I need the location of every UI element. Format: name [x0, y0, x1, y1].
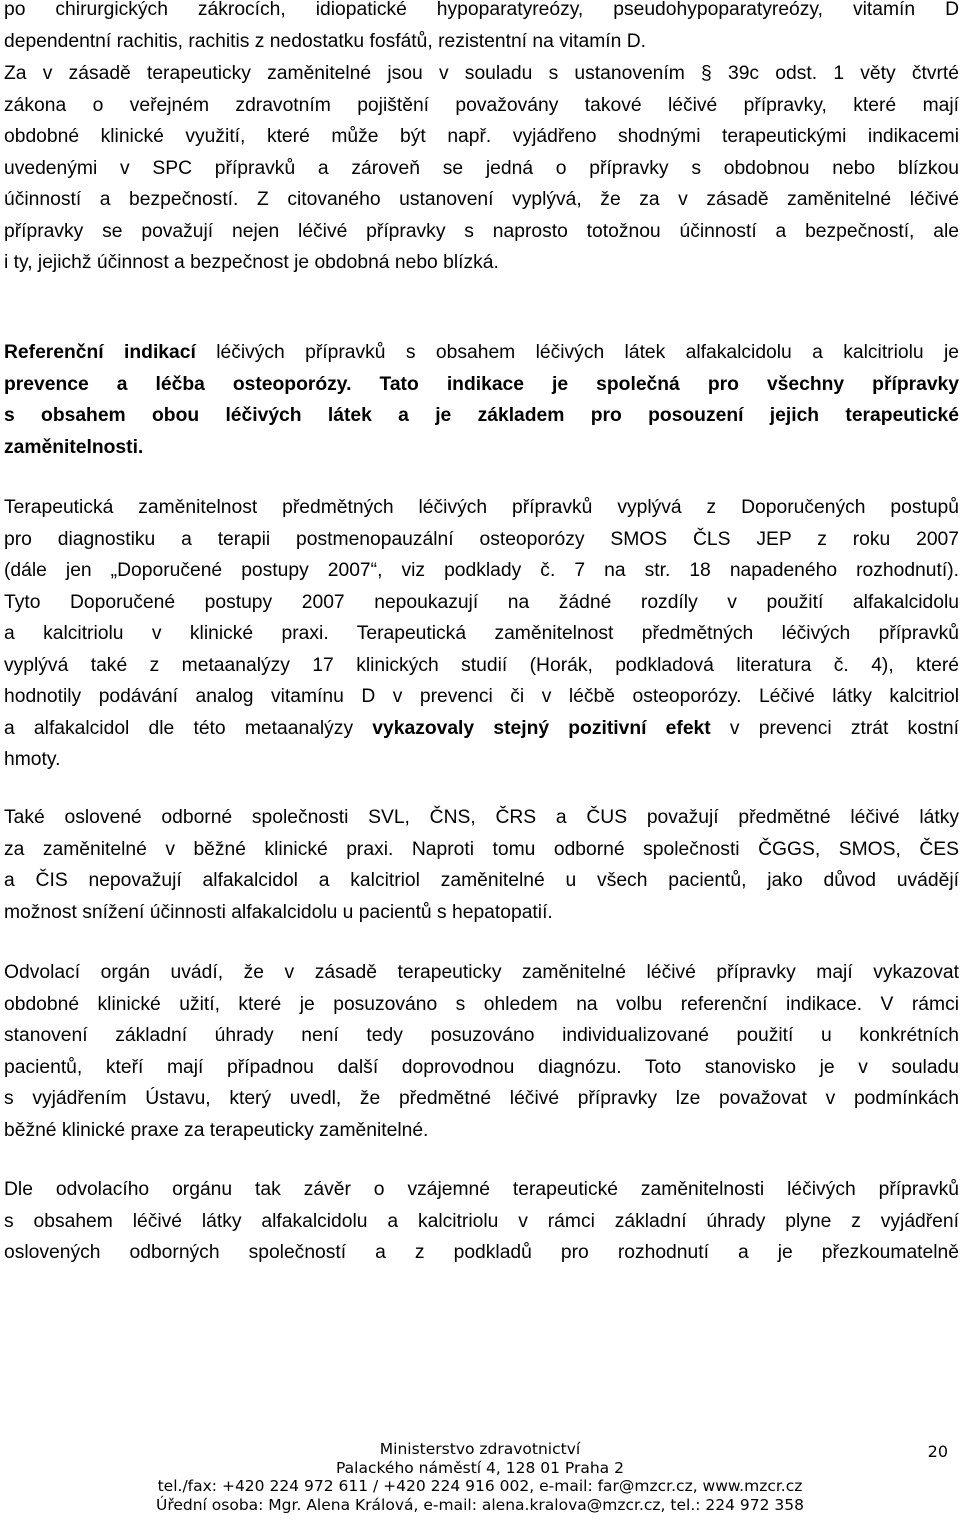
- text-line: Referenční indikací léčivých přípravků s obsahem léčivých látek alfakalcidolu a kalcitriolu je: [4, 342, 959, 363]
- text-line: Za v zásadě terapeuticky zaměnitelné jsou v souladu s ustanovením § 39c odst. 1 věty čtvrté: [4, 63, 959, 84]
- paragraph-indications-continued: [4, 0, 959, 57]
- text-line: s vyjádřením Ústavu, který uvedl, že předmětné léčivé přípravky lze považovat v podmínkách: [4, 1088, 959, 1109]
- paragraph-appellate-body: [4, 957, 959, 1146]
- paragraph-conclusion: [4, 1174, 959, 1269]
- paragraph-therapeutic-interchangeability: [4, 492, 959, 776]
- text-line: přípravky se považují nejen léčivé přípravky s naprosto totožnou účinností a bezpečností, ale: [4, 220, 959, 242]
- text-line: možnost snížení účinnosti alfakalcidolu u pacientů s hepatopatií.: [4, 901, 553, 923]
- footer-contact: tel./fax: +420 224 972 611 / +420 224 916 002, e-mail: far@mzcr.cz, www.mzcr.cz: [157, 1477, 803, 1495]
- text-line: hodnotily podávání analog vitamínu D v prevenci či v léčbě osteoporózy. Léčivé látky kalcitriol: [4, 686, 959, 707]
- text-line: zaměnitelnosti.: [4, 436, 144, 458]
- text-line: hmoty.: [4, 749, 61, 770]
- page-footer: [0, 1440, 960, 1514]
- text-line: Tyto Doporučené postupy 2007 nepoukazují na žádné rozdíly v použití alfakalcidolu: [4, 591, 959, 613]
- text-line: a ČIS nepovažují alfakalcidol a kalcitriol zaměnitelné u všech pacientů, jako důvod uvádějí: [4, 870, 959, 891]
- paragraph-reference-indication: [4, 337, 959, 463]
- text-line: s obsahem léčivé látky alfakalcidolu a kalcitriolu v rámci základní úhrady plyne z vyjádření: [4, 1210, 959, 1232]
- footer-address: Palackého náměstí 4, 128 01 Praha 2: [336, 1458, 624, 1477]
- text-line: pacientů, kteří mají případnou další doprovodnou diagnózu. Toto stanovisko je v souladu: [4, 1056, 959, 1078]
- text-line: vyplývá také z metaanalýzy 17 klinických studií (Horák, podkladová literatura č. 4), které: [4, 654, 959, 676]
- text-line: po chirurgických zákrocích, idiopatické hypoparatyreózy, pseudohypoparatyreózy, vitamín D: [4, 0, 959, 20]
- text-line: i ty, jejichž účinnost a bezpečnost je obdobná nebo blízká.: [4, 252, 499, 273]
- text-line: Odvolací orgán uvádí, že v zásadě terapeuticky zaměnitelné léčivé přípravky mají vykazovat: [4, 962, 959, 983]
- text-line: Terapeutická zaměnitelnost předmětných léčivých přípravků vyplývá z Doporučených postupů: [4, 497, 959, 518]
- text-line: obdobné klinické využití, které může být např. vyjádřeno shodnými terapeutickými indikacemi: [4, 126, 959, 147]
- text-line: dependentní rachitis, rachitis z nedostatku fosfátů, rezistentní na vitamín D.: [4, 30, 646, 52]
- text-line: Také oslovené odborné společnosti SVL, ČNS, ČRS a ČUS považují předmětné léčivé látky: [4, 807, 959, 828]
- text-line: a kalcitriolu v klinické praxi. Terapeutická zaměnitelnost předmětných léčivých přípravků: [4, 623, 959, 644]
- footer-official: Úřední osoba: Mgr. Alena Králová, e-mail: alena.kralova@mzcr.cz, tel.: 224 972 358: [155, 1495, 805, 1514]
- text-line: prevence a léčba osteoporózy. Tato indikace je společná pro všechny přípravky: [4, 373, 959, 395]
- text-line: pro diagnostiku a terapii postmenopauzální osteoporózy SMOS ČLS JEP z roku 2007: [4, 528, 959, 550]
- text-line: stanovení základní úhrady není tedy posuzováno individualizované použití u konkrétních: [4, 1025, 959, 1046]
- text-line: zákona o veřejném zdravotním pojištění považovány takové léčivé přípravky, které mají: [4, 94, 959, 116]
- paragraph-professional-societies: [4, 802, 959, 928]
- text-line: za zaměnitelné v běžné klinické praxi. Naproti tomu odborné společnosti ČGGS, SMOS, ČES: [4, 838, 959, 860]
- text-line: obdobné klinické užití, které je posuzováno s ohledem na volbu referenční indikace. V rámci: [4, 993, 959, 1015]
- page-number: 20: [927, 1442, 948, 1461]
- text-line: s obsahem obou léčivých látek a je základem pro posouzení jejich terapeutické: [4, 405, 959, 426]
- footer-org: Ministerstvo zdravotnictví: [379, 1440, 581, 1458]
- text-line: účinností a bezpečností. Z citovaného ustanovení vyplývá, že za v zásadě zaměnitelné léčivé: [4, 189, 959, 210]
- text-line: a alfakalcidol dle této metaanalýzy vykazovaly stejný pozitivní efekt v prevenci ztrát kostní: [4, 717, 960, 739]
- text-line: (dále jen „Doporučené postupy 2007“, viz podklady č. 7 na str. 18 napadeného rozhodnutí).: [4, 560, 959, 581]
- text-line: uvedenými v SPC přípravků a zároveň se jedná o přípravky s obdobnou nebo blízkou: [4, 157, 959, 179]
- paragraph-interchangeability-definition: [4, 58, 959, 279]
- text-line: běžné klinické praxe za terapeuticky zaměnitelné.: [4, 1119, 429, 1141]
- text-line: oslovených odborných společností a z podkladů pro rozhodnutí a je přezkoumatelně: [4, 1242, 959, 1263]
- text-line: Dle odvolacího orgánu tak závěr o vzájemné terapeutické zaměnitelnosti léčivých přípravků: [4, 1179, 959, 1200]
